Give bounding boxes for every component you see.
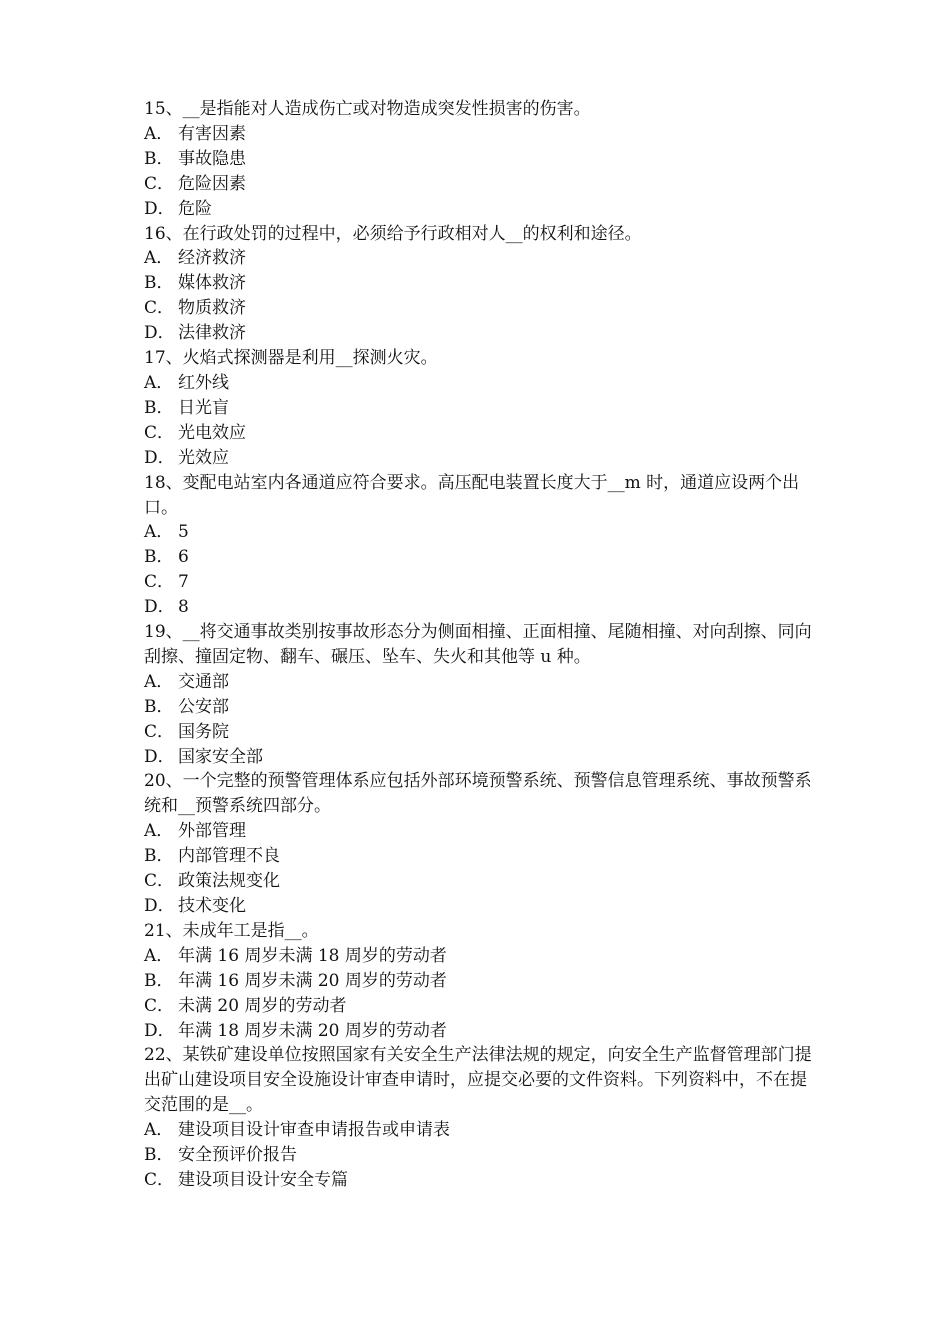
option-c: C． 光电效应: [144, 422, 246, 443]
option-d: D． 年满 18 周岁未满 20 周岁的劳动者: [144, 1020, 447, 1041]
option-c: C． 危险因素: [144, 173, 246, 194]
option-c: C． 国务院: [144, 721, 229, 742]
option-b: B． 日光盲: [144, 397, 229, 418]
question-18: [144, 471, 814, 620]
option-b: B． 6: [144, 547, 189, 568]
question-stem: 20、一个完整的预警管理体系应包括外部环境预警系统、预警信息管理系统、事故预警系统和__预警系统四部分。: [144, 771, 812, 817]
question-16: [144, 222, 814, 347]
question-stem: 17、火焰式探测器是利用__探测火灾。: [144, 348, 438, 369]
option-d: D． 法律救济: [144, 323, 246, 344]
option-c: C． 未满 20 周岁的劳动者: [144, 995, 347, 1016]
question-20: [144, 769, 814, 918]
option-b: B． 公安部: [144, 696, 229, 717]
option-d: D． 技术变化: [144, 896, 246, 916]
option-b: B． 事故隐患: [144, 148, 246, 169]
option-c: C． 7: [144, 572, 189, 593]
option-d: D． 国家安全部: [144, 746, 263, 767]
option-a: A． 红外线: [144, 372, 229, 393]
question-17: [144, 346, 814, 471]
option-a: A． 建设项目设计审查申请报告或申请表: [144, 1120, 450, 1141]
option-b: B． 媒体救济: [144, 273, 246, 294]
question-stem: 21、未成年工是指__。: [144, 920, 319, 941]
question-15: [144, 97, 814, 222]
option-a: A． 交通部: [144, 671, 229, 692]
option-d: D． 危险: [144, 198, 212, 219]
question-stem: 15、__是指能对人造成伤亡或对物造成突发性损害的伤害。: [144, 99, 591, 119]
option-a: A． 外部管理: [144, 821, 246, 842]
question-stem: 16、在行政处罚的过程中，必须给予行政相对人__的权利和途径。: [144, 223, 642, 244]
question-21: [144, 919, 814, 1044]
option-b: B． 安全预评价报告: [144, 1145, 297, 1166]
option-a: A． 经济救济: [144, 248, 246, 269]
option-a: A． 年满 16 周岁未满 18 周岁的劳动者: [144, 945, 447, 966]
option-c: C． 建设项目设计安全专篇: [144, 1169, 348, 1190]
question-stem: 22、某铁矿建设单位按照国家有关安全生产法律法规的规定，向安全生产监督管理部门提出矿山建设项目安全设施设计审查申请时，应提交必要的文件资料。下列资料中，不在提交范围的是__。: [144, 1045, 812, 1116]
question-list: [144, 97, 814, 1193]
option-b: B． 年满 16 周岁未满 20 周岁的劳动者: [144, 970, 447, 991]
question-stem: 18、变配电站室内各通道应符合要求。高压配电装置长度大于__m 时，通道应设两个出口。: [144, 472, 800, 518]
option-a: A． 有害因素: [144, 123, 246, 144]
option-b: B． 内部管理不良: [144, 846, 280, 867]
option-d: D． 光效应: [144, 447, 229, 468]
question-22: [144, 1043, 814, 1192]
question-19: [144, 620, 814, 769]
option-a: A． 5: [144, 522, 189, 543]
option-d: D． 8: [144, 597, 189, 618]
question-stem: 19、__将交通事故类别按事故形态分为侧面相撞、正面相撞、尾随相撞、对向刮擦、同向刮擦、撞固定物、翻车、碾压、坠车、失火和其他等 u 种。: [144, 622, 812, 667]
option-c: C． 物质救济: [144, 298, 246, 319]
option-c: C． 政策法规变化: [144, 871, 280, 892]
